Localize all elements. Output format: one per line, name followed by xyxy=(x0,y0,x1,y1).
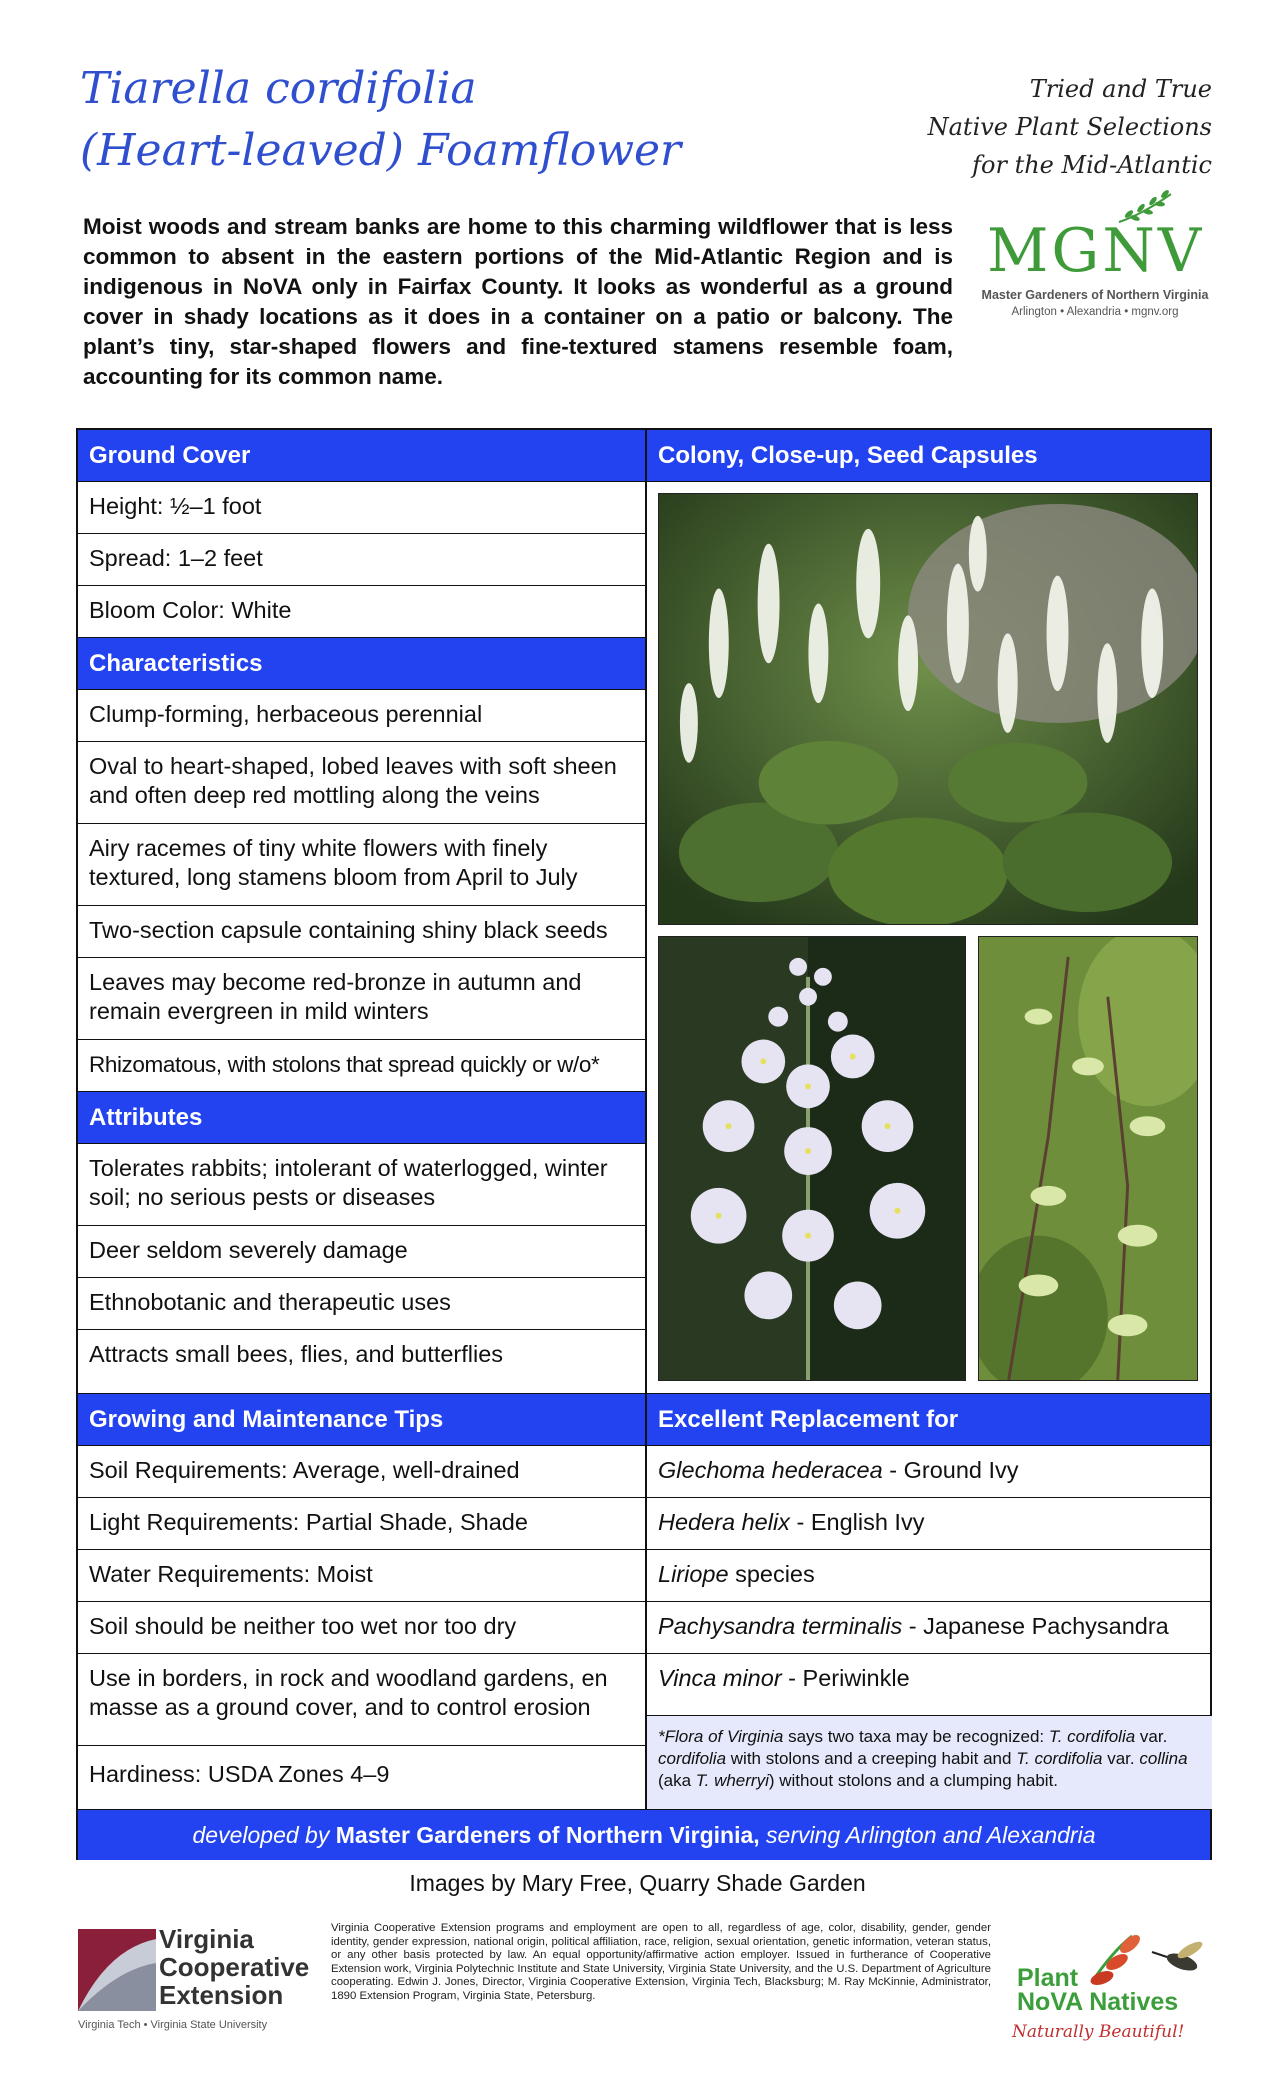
vce-name-line: Extension xyxy=(159,1980,284,2010)
bloom-color-row: Bloom Color: White xyxy=(78,586,645,638)
attribute-row: Ethnobotanic and therapeutic uses xyxy=(78,1278,645,1330)
tagline-line-1: Tried and True xyxy=(1029,75,1212,103)
fact-table xyxy=(76,428,1212,1860)
species-name: Glechoma hederacea xyxy=(658,1457,883,1483)
pnn-name-line: NoVA Natives xyxy=(1017,1988,1179,2016)
flower-closeup-photo xyxy=(658,936,966,1381)
characteristic-row: Leaves may become red-bronze in autumn and remain evergreen in mild winters xyxy=(78,958,645,1040)
species-name: Hedera helix xyxy=(658,1509,790,1535)
vce-universities: Virginia Tech • Virginia State University xyxy=(78,2019,268,2031)
mgnv-letters: MGNV xyxy=(987,216,1205,286)
vce-name-line: Virginia xyxy=(159,1924,254,1954)
ground-cover-header: Ground Cover xyxy=(78,430,645,482)
pnn-slogan: Naturally Beautiful! xyxy=(1012,2022,1185,2042)
replacement-row xyxy=(647,1498,1210,1550)
characteristics-header: Characteristics xyxy=(78,638,645,690)
plant-title xyxy=(80,58,700,182)
common-name: - Ground Ivy xyxy=(882,1457,1019,1483)
note-italic: cordifolia xyxy=(658,1749,727,1768)
note-italic: *Flora of Virginia xyxy=(658,1727,784,1746)
vce-name-line: Cooperative xyxy=(159,1952,310,1982)
vce-swoosh-icon xyxy=(78,1929,158,2011)
replacement-row xyxy=(647,1602,1210,1654)
photo-panel xyxy=(647,482,1210,1394)
species-name: Pachysandra terminalis xyxy=(658,1613,903,1639)
intro-paragraph: Moist woods and stream banks are home to this charming wildflower that is less common to absent in the eastern portions of the Mid-Atlantic Region and is indigenous in NoVA only in Fairfax County. It looks as wonderful as a ground cover in shady locations as it does in a container on a patio or balcony. The plant’s tiny, star-shaped flowers and fine-textured stamens resemble foam, accounting for its common name. xyxy=(83,214,953,389)
species-name: Liriope xyxy=(658,1561,729,1587)
pnn-name xyxy=(1017,1966,1178,2014)
tip-row: Soil should be neither too wet nor too dry xyxy=(78,1602,645,1654)
note-italic: T. cordifolia xyxy=(1048,1727,1136,1746)
vce-logo xyxy=(78,1925,328,2035)
service-area: serving Arlington and Alexandria xyxy=(759,1822,1096,1848)
legal-statement: Virginia Cooperative Extension programs and employment are open to all, regardless of age, color, disability, gender, gender identity, gender expression, national origin, political affiliation, race, religion, sexual orientation, genetic information, veteran status, or any other basis protected by law. An equal opportunity/affirmative action employer. Issued in furtherance of Cooperative Extension work, Virginia Polytechnic Institute and State University, Virginia State University, and the U.S. Department of Agriculture cooperating. Edwin J. Jones, Director, Virginia Cooperative Extension, Virginia Tech, Blacksburg; M. Ray McKinnie, Administrator, 1890 Extension Program, Virginia State, Petersburg. xyxy=(331,1922,991,2002)
mgnv-logo xyxy=(975,188,1215,328)
note-italic: collina xyxy=(1139,1749,1188,1768)
mgnv-name: Master Gardeners of Northern Virginia xyxy=(981,288,1209,302)
growing-tips-header: Growing and Maintenance Tips xyxy=(78,1394,645,1446)
replacement-row xyxy=(647,1446,1210,1498)
replacement-header: Excellent Replacement for xyxy=(647,1394,1210,1446)
tagline-line-2: Native Plant Selections xyxy=(927,113,1212,141)
characteristic-row: Two-section capsule containing shiny black seeds xyxy=(78,906,645,958)
note-italic: T. wherryi xyxy=(695,1771,769,1790)
attribute-row: Attracts small bees, flies, and butterflies xyxy=(78,1330,645,1394)
note-text: ) without stolons and a clumping habit. xyxy=(768,1771,1059,1790)
title-scientific-name: Tiarella cordifolia xyxy=(80,63,477,114)
developed-by-banner xyxy=(78,1810,1210,1860)
tip-row: Use in borders, in rock and woodland gardens, en masse as a ground cover, and to control erosion xyxy=(78,1654,645,1746)
characteristic-row: Clump-forming, herbaceous perennial xyxy=(78,690,645,742)
tagline-line-3: for the Mid-Atlantic xyxy=(972,151,1212,179)
common-name: species xyxy=(728,1561,815,1587)
developer-org: Master Gardeners of Northern Virginia, xyxy=(335,1822,760,1848)
tip-row: Soil Requirements: Average, well-drained xyxy=(78,1446,645,1498)
developed-by-label: developed by xyxy=(192,1822,336,1848)
common-name: - Periwinkle xyxy=(781,1665,910,1691)
note-text: says two taxa may be recognized: xyxy=(783,1727,1049,1746)
pnn-name-line: Plant xyxy=(1017,1964,1079,1992)
plant-nova-natives-logo xyxy=(1012,1922,1217,2052)
note-text: (aka xyxy=(658,1771,696,1790)
vce-name xyxy=(159,1925,309,2009)
characteristic-row: Airy racemes of tiny white flowers with finely textured, long stamens bloom from April to July xyxy=(78,824,645,906)
attributes-header: Attributes xyxy=(78,1092,645,1144)
attribute-row: Tolerates rabbits; intolerant of waterlogged, winter soil; no serious pests or diseases xyxy=(78,1144,645,1226)
note-text: with stolons and a creeping habit and xyxy=(726,1749,1017,1768)
species-name: Vinca minor xyxy=(658,1665,782,1691)
common-name: - English Ivy xyxy=(789,1509,925,1535)
series-tagline xyxy=(792,70,1212,184)
title-common-name: (Heart-leaved) Foamflower xyxy=(80,125,682,176)
replacement-row xyxy=(647,1654,1210,1716)
attribute-row: Deer seldom severely damage xyxy=(78,1226,645,1278)
image-credit: Images by Mary Free, Quarry Shade Garden xyxy=(409,1870,866,1896)
characteristic-row: Rhizomatous, with stolons that spread quickly or w/o* xyxy=(78,1040,645,1092)
characteristic-row: Oval to heart-shaped, lobed leaves with soft sheen and often deep red mottling along the veins xyxy=(78,742,645,824)
spread-row: Spread: 1–2 feet xyxy=(78,534,645,586)
note-italic: T. cordifolia xyxy=(1016,1749,1103,1768)
height-row: Height: ½–1 foot xyxy=(78,482,645,534)
taxa-footnote xyxy=(647,1716,1212,1810)
hardiness-row: Hardiness: USDA Zones 4–9 xyxy=(78,1746,645,1810)
common-name: - Japanese Pachysandra xyxy=(902,1613,1169,1639)
colony-photo xyxy=(658,493,1198,925)
photos-header: Colony, Close-up, Seed Capsules xyxy=(647,430,1210,482)
mgnv-locations: Arlington • Alexandria • mgnv.org xyxy=(1011,306,1179,318)
note-text: var. xyxy=(1135,1727,1168,1746)
tip-row: Light Requirements: Partial Shade, Shade xyxy=(78,1498,645,1550)
replacement-row xyxy=(647,1550,1210,1602)
seed-capsule-photo xyxy=(978,936,1198,1381)
note-text: var. xyxy=(1102,1749,1140,1768)
tip-row: Water Requirements: Moist xyxy=(78,1550,645,1602)
